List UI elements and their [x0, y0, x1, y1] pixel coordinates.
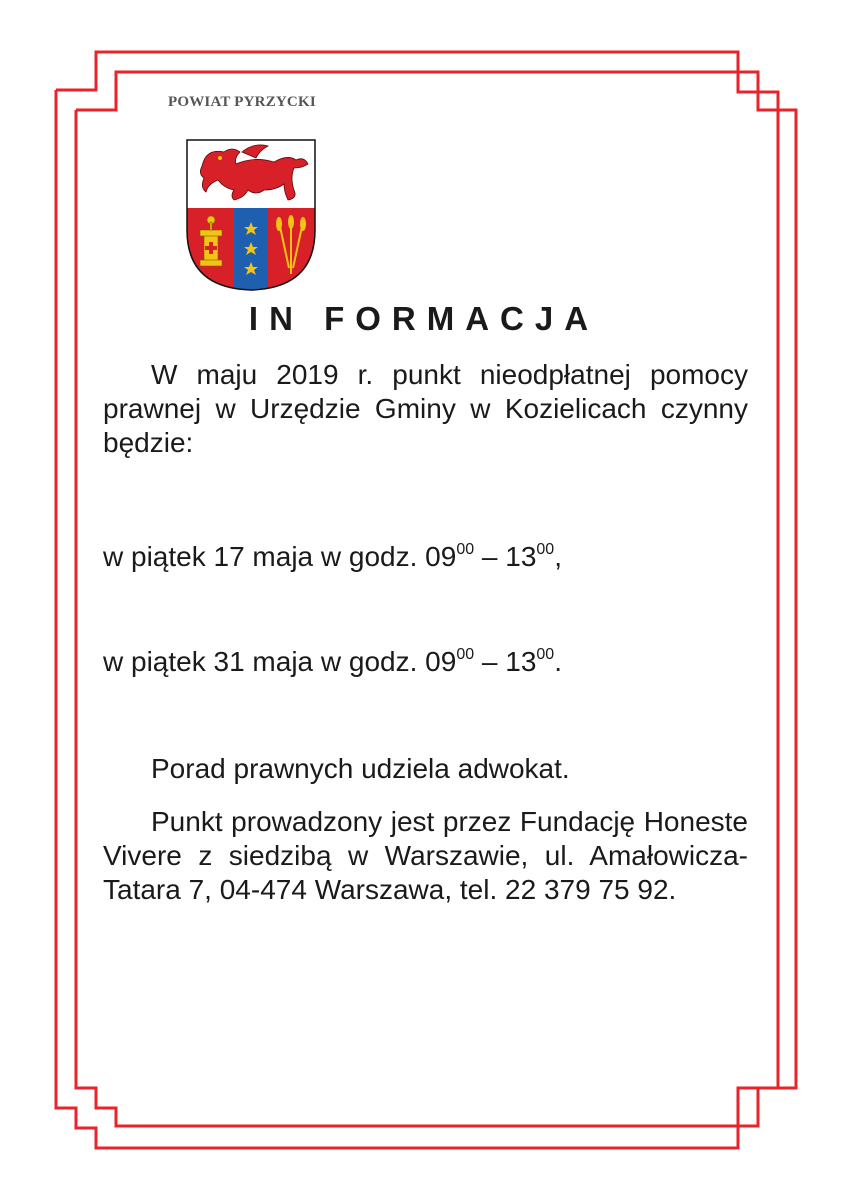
county-label: POWIAT PYRZYCKI — [168, 94, 316, 110]
inner-frame-line — [76, 72, 778, 1126]
schedule-2-start-minutes: 00 — [456, 646, 475, 663]
schedule-1-suffix: , — [554, 541, 562, 572]
schedule-line-2 — [103, 645, 562, 679]
schedule-2-suffix: . — [554, 646, 562, 677]
schedule-1-prefix: w piątek 17 maja w godz. 09 — [103, 541, 457, 572]
schedule-2-end-minutes: 00 — [536, 646, 555, 663]
outer-frame-line — [56, 52, 796, 1148]
page-title: IN FORMACJA — [248, 300, 600, 337]
advice-note: Porad prawnych udziela adwokat. — [151, 753, 570, 784]
schedule-1-start-minutes: 00 — [456, 541, 475, 558]
schedule-2-dash: – 13 — [474, 646, 537, 677]
coat-of-arms-logo — [184, 138, 318, 292]
schedule-1-dash: – 13 — [474, 541, 537, 572]
schedule-2-prefix: w piątek 31 maja w godz. 09 — [103, 646, 457, 677]
operator-note: Punkt prowadzony jest przez Fundację Honeste Vivere z siedzibą w Warszawie, ul. Amałowicza-Tatara 7, 04-474 Warszawa, tel. 22 379 75 92. — [103, 806, 748, 905]
intro-paragraph: W maju 2019 r. punkt nieodpłatnej pomocy prawnej w Urzędzie Gminy w Kozielicach czynny będzie: — [103, 359, 748, 458]
schedule-line-1 — [103, 540, 562, 574]
schedule-1-end-minutes: 00 — [536, 541, 555, 558]
